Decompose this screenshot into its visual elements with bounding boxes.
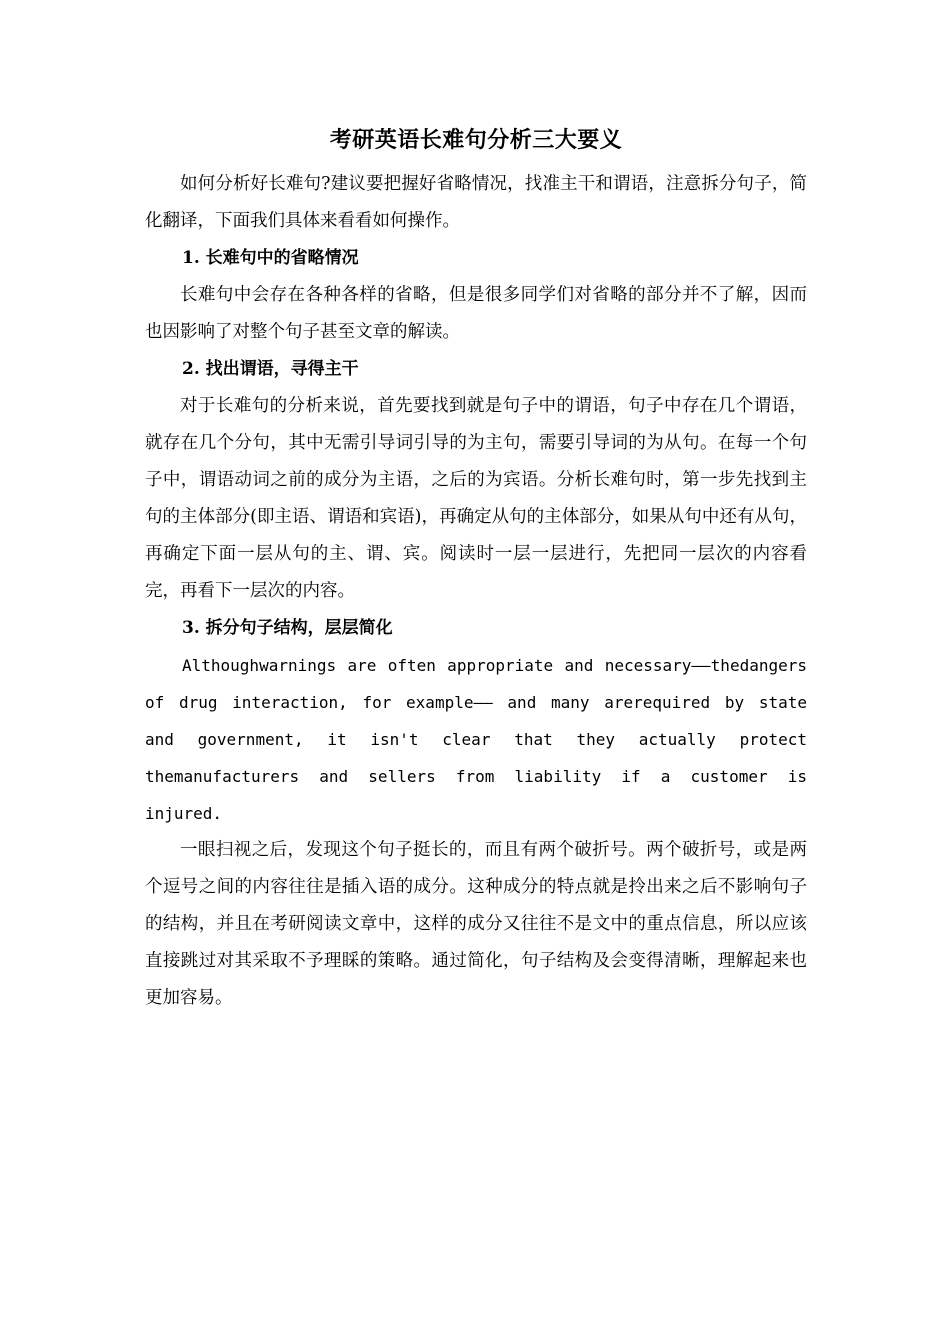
section-3-body: 一眼扫视之后，发现这个句子挺长的，而且有两个破折号。两个破折号，或是两个逗号之间的内容往往是插入语的成分。这种成分的特点就是拎出来之后不影响句子的结构，并且在考研阅读文章中，这样的成分又往往不是文中的重点信息，所以应该直接跳过对其采取不予理睬的策略。通过简化，句子结构及会变得清晰，理解起来也更加容易。 — [145, 840, 807, 1008]
section-1-body: 长难句中会存在各种各样的省略，但是很多同学们对省略的部分并不了解，因而也因影响了对整个句子甚至文章的解读。 — [145, 285, 807, 342]
section-1-heading: 1. 长难句中的省略情况 — [182, 248, 359, 268]
section-2-body: 对于长难句的分析来说，首先要找到就是句子中的谓语，句子中存在几个谓语，就存在几个分句，其中无需引导词引导的为主句，需要引导词的为从句。在每一个句子中，谓语动词之前的成分为主语，之后的为宾语。分析长难句时，第一步先找到主句的主体部分(即主语、谓语和宾语)，再确定从句的主体部分，如果从句中还有从句，再确定下面一层从句的主、谓、宾。阅读时一层一层进行，先把同一层次的内容看完，再看下一层次的内容。 — [145, 396, 807, 601]
section-2-heading: 2. 找出谓语，寻得主干 — [182, 359, 359, 379]
section-3-heading: 3. 拆分句子结构，层层简化 — [182, 618, 393, 638]
english-example-sentence: Althoughwarnings are often appropriate and necessary——thedangers of drug interaction, for example—— and many arerequired by state and government, it isn't clear that they actually protect themanufacturers and sellers from liability if a customer is injured. — [145, 656, 807, 823]
intro-paragraph: 如何分析好长难句?建议要把握好省略情况，找准主干和谓语，注意拆分句子，简化翻译，下面我们具体来看看如何操作。 — [145, 174, 807, 231]
document-title: 考研英语长难句分析三大要义 — [329, 127, 623, 153]
document-page — [145, 118, 807, 1017]
